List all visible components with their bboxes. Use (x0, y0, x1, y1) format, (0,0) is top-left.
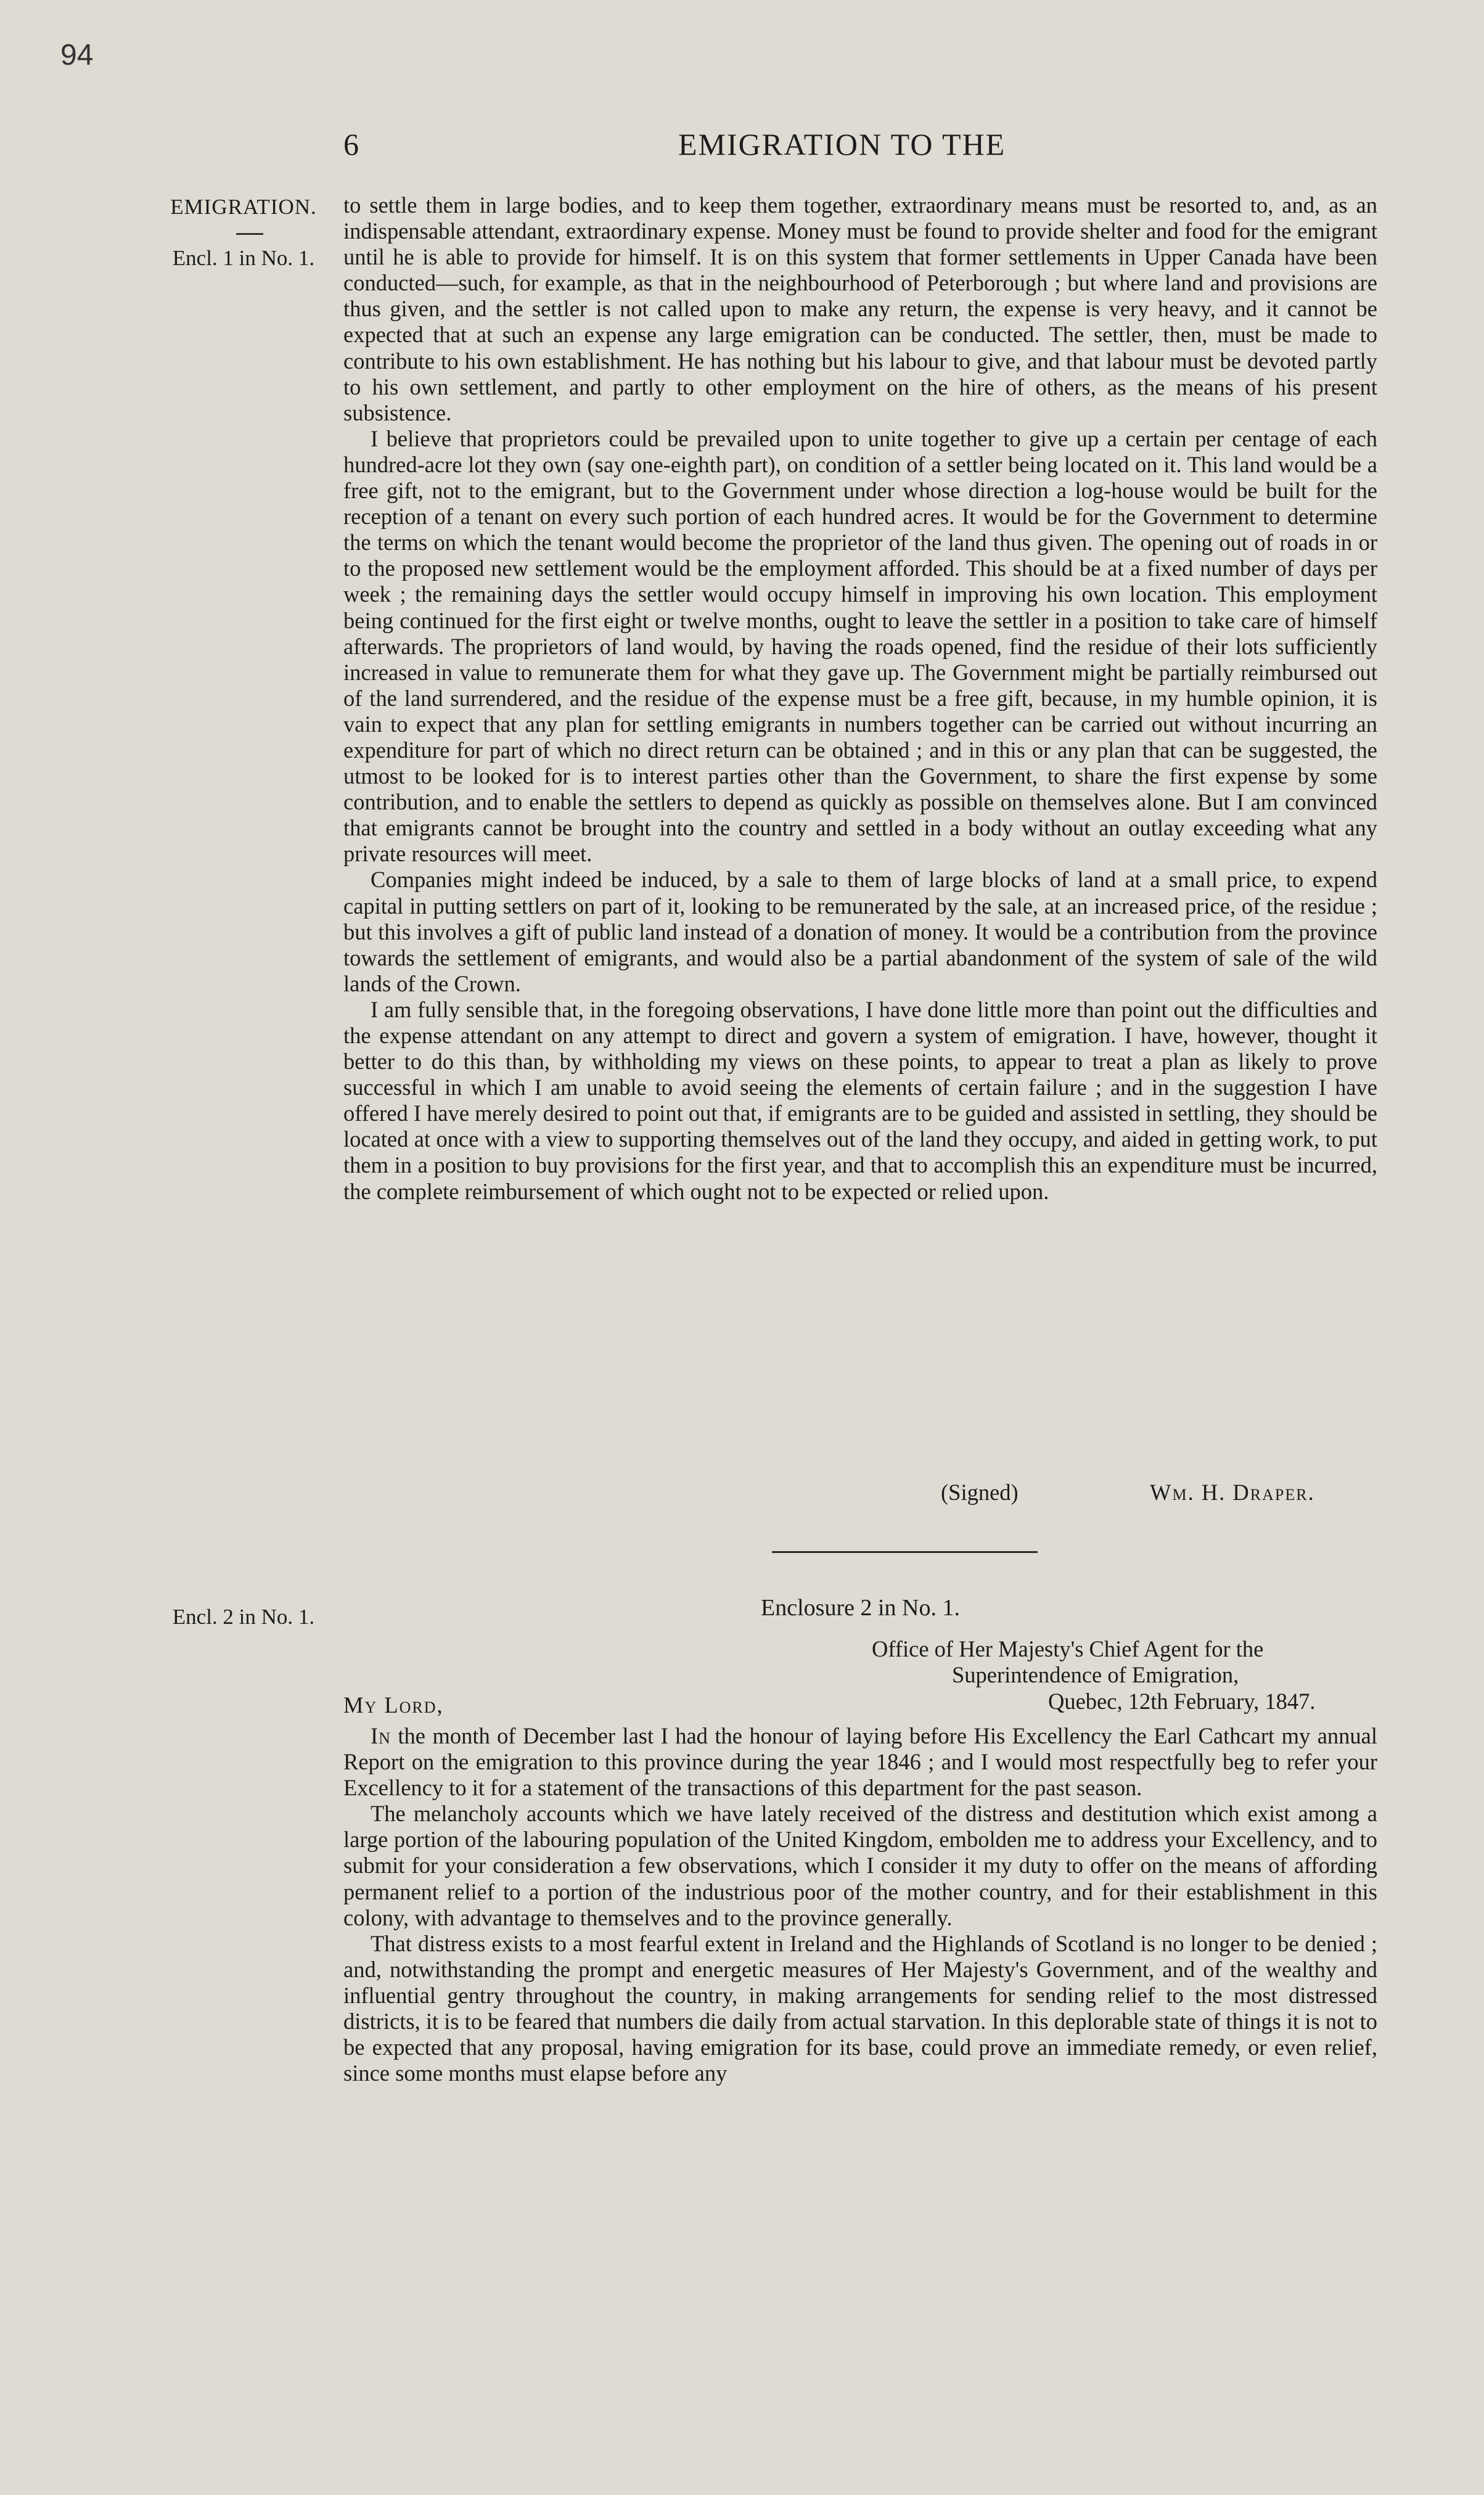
paragraph: The melancholy accounts which we have lately received of the distress and destitution which exist among a large portion of the labouring population of the United Kingdom, embolden me to address your Excellency, and to submit for your consideration a few observations, which I consider it my duty to offer on the means of affording permanent relief to a portion of the industrious poor of the mother country, and for their establishment in this colony, with advantage to themselves and to the province generally. (343, 1801, 1377, 1930)
signature-line (343, 1480, 1377, 1506)
office-address (872, 1636, 1377, 1715)
signed-label: (Signed) (941, 1480, 1019, 1505)
enclosure-1-body (343, 192, 1377, 1205)
salutation: My Lord, (343, 1692, 444, 1718)
folio-number: 6 (343, 127, 360, 162)
paragraph: I believe that proprietors could be prevailed upon to unite together to give up a certain per centage of each hundred-acre lot they own (say one-eighth part), on condition of a settler being located on it. This land would be a free gift, not to the emigrant, but to the Government under whose direction a log-house would be built for the reception of a tenant on every such portion of each hundred acres. It would be for the Government to determine the terms on which the tenant would become the proprietor of the land thus given. The opening out of roads in or to the proposed new settlement would be the employment afforded. This should be at a fixed number of days per week ; the remaining days the settler would occupy himself in improving his own location. This employment being continued for the first eight or twelve months, ought to leave the settler in a position to take care of himself afterwards. The proprietors of land would, by having the roads opened, find the residue of their lots sufficiently increased in value to remunerate them for what they gave up. The Government might be partially reimbursed out of the land surrendered, and the residue of the expense must be a free gift, because, in my humble opinion, it is vain to expect that any plan for settling emigrants in numbers together can be carried out without incurring an expenditure for part of which no direct return can be obtained ; and in this or any plan that can be suggested, the utmost to be looked for is to interest parties other than the Government, to share the first expense by some contribution, and to enable the settlers to depend as quickly as possible on themselves alone. But I am convinced that emigrants cannot be brought into the country and settled in a body without an outlay exceeding what any private resources will meet. (343, 425, 1377, 867)
office-date-line: Quebec, 12th February, 1847. (1048, 1688, 1316, 1714)
running-head-title: EMIGRATION TO THE (678, 127, 1006, 162)
paragraph-lead: In (371, 1723, 391, 1748)
margin-note-section: EMIGRATION. (170, 195, 317, 219)
paragraph: That distress exists to a most fearful extent in Ireland and the Highlands of Scotland is no longer to be denied ; and, notwithstanding the prompt and energetic measures of Her Majesty's Government, and of the wealthy and influential gentry throughout the country, in making arrangements for sending relief to the most distressed districts, it is to be feared that numbers die daily from actual starvation. In this deplorable state of things it is not to be expected that any proposal, having emigration for its base, could prove an immediate remedy, or even relief, since some months must elapse before any (343, 1930, 1377, 2086)
margin-note-encl-1: Encl. 1 in No. 1. (172, 246, 315, 270)
section-divider (772, 1551, 1038, 1553)
enclosure-2-body (343, 1723, 1377, 2086)
paragraph-text: the month of December last I had the honour of laying before His Excellency the Earl Cathcart my annual Report on the emigration to this province during the year 1846 ; and I would most respectfully beg to refer your Excellency to it for a statement of the transactions of this department for the past season. (343, 1723, 1377, 1801)
paragraph: to settle them in large bodies, and to keep them together, extraordinary means must be resorted to, and, as an indispensable attendant, extraordinary expense. Money must be found to provide shelter and food for the emigrant until he is able to provide for himself. It is on this system that former settlements in Upper Canada have been conducted—such, for example, as that in the neighbourhood of Peterborough ; but where land and provisions are thus given, and the settler is not called upon to make any return, the expense is very heavy, and it cannot be expected that at such an expense any large emigration can be conducted. The settler, then, must be made to contribute to his own establishment. He has nothing but his labour to give, and that labour must be devoted partly to his own settlement, and partly to other employment on the hire of others, as the means of his present subsistence. (343, 192, 1377, 425)
signatory-name: Wm. H. Draper. (1150, 1480, 1315, 1505)
paragraph (343, 1723, 1377, 1801)
office-line: Office of Her Majesty's Chief Agent for the (872, 1636, 1264, 1661)
office-line: Superintendence of Emigration, (952, 1662, 1239, 1688)
margin-note-encl-2: Encl. 2 in No. 1. (172, 1605, 315, 1629)
paragraph: I am fully sensible that, in the foregoing observations, I have done little more than point out the difficulties and the expense attendant on any attempt to direct and govern a system of emigration. I have, however, thought it better to do this than, by withholding my views on these points, to appear to treat a plan as likely to prove successful in which I am unable to avoid seeing the elements of certain failure ; and in the suggestion I have offered I have merely desired to point out that, if emigrants are to be guided and assisted in settling, they should be located at once with a view to supporting themselves out of the land they occupy, and aided in getting work, to put them in a position to buy provisions for the first year, and that to accomplish this an expenditure must be incurred, the complete reimbursement of which ought not to be expected or relied upon. (343, 996, 1377, 1204)
margin-note-rule (236, 233, 263, 235)
page-number: 94 (60, 39, 94, 72)
enclosure-2-heading: Enclosure 2 in No. 1. (761, 1595, 960, 1621)
paragraph: Companies might indeed be induced, by a sale to them of large blocks of land at a small price, to expend capital in putting settlers on part of it, looking to be remunerated by the sale, at an increased price, of the residue ; but this involves a gift of public land instead of a donation of money. It would be a contribution from the province towards the settlement of emigrants, and would also be a partial abandonment of the system of sale of the wild lands of the Crown. (343, 867, 1377, 996)
